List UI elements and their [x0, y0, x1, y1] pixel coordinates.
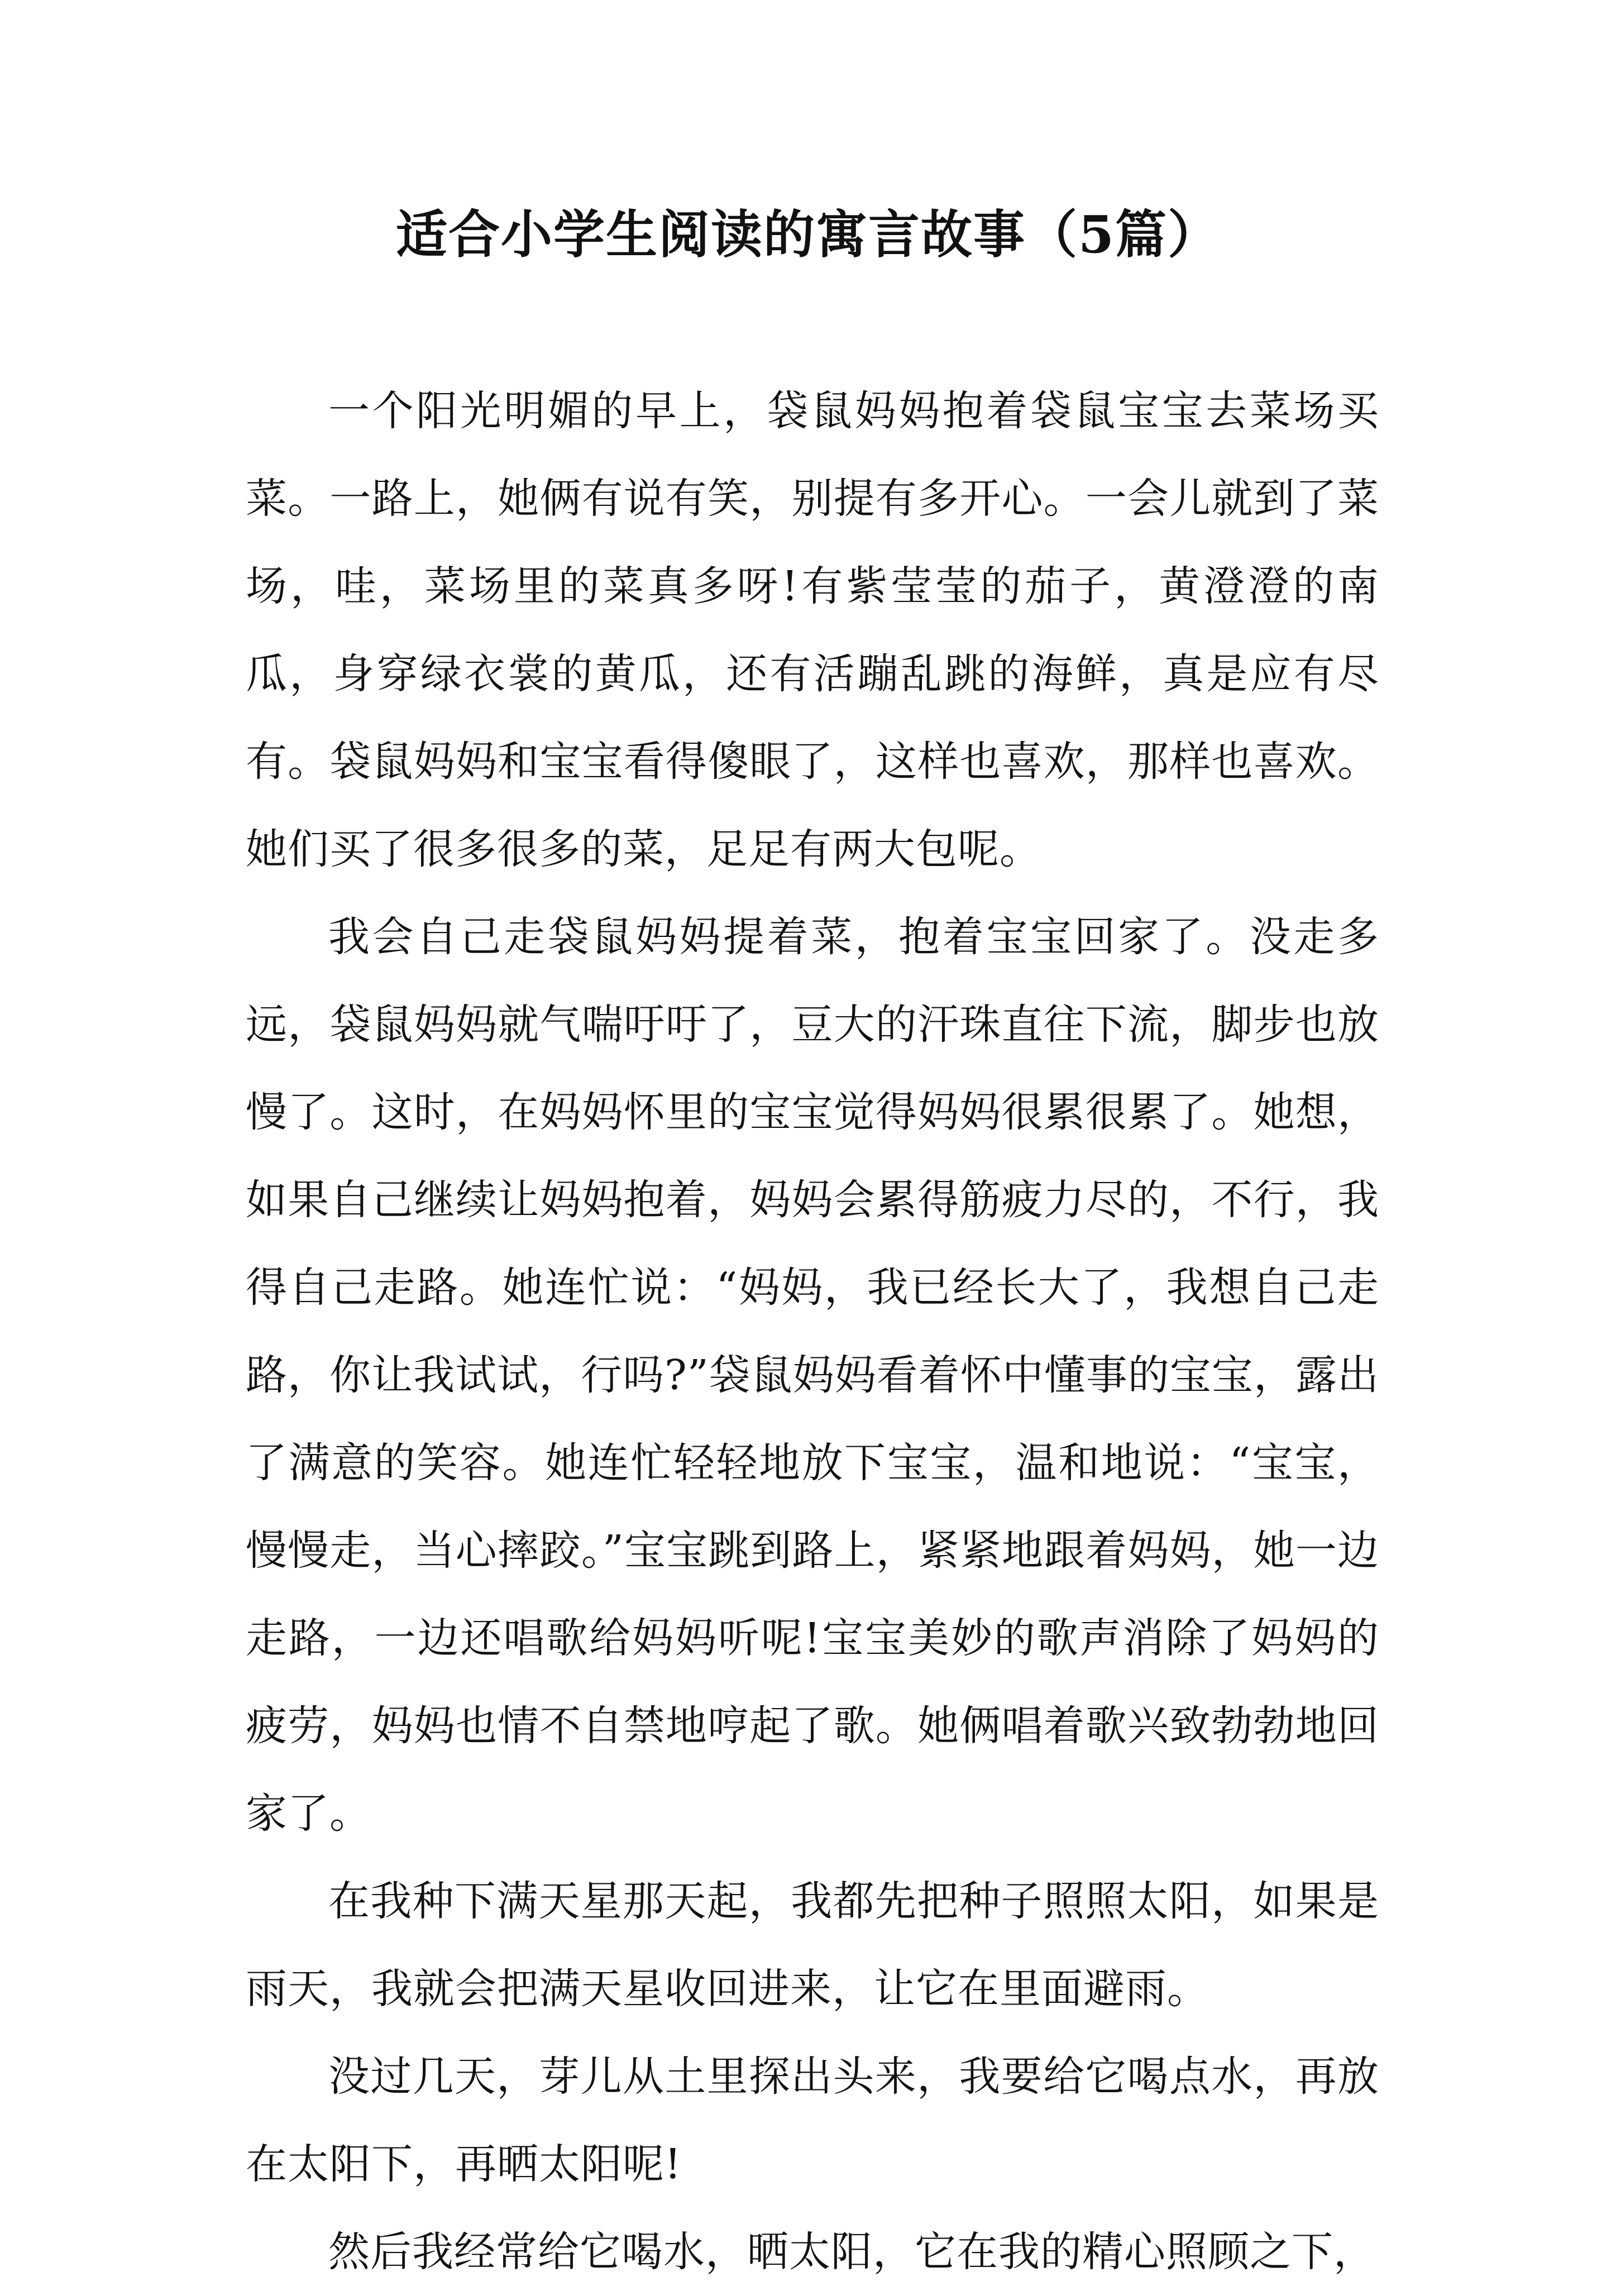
paragraph: 一个阳光明媚的早上，袋鼠妈妈抱着袋鼠宝宝去菜场买菜。一路上，她俩有说有笑，别提有多开心。一会儿就到了菜场，哇，菜场里的菜真多呀!有紫莹莹的茄子，黄澄澄的南瓜，身穿绿衣裳的黄瓜，还有活蹦乱跳的海鲜，真是应有尽有。袋鼠妈妈和宝宝看得傻眼了，这样也喜欢，那样也喜欢。她们买了很多很多的菜，足足有两大包呢。	[246, 387, 1379, 873]
paragraph: 然后我经常给它喝水，晒太阳，它在我的精心照顾之下，	[328, 2228, 1375, 2276]
document-body	[246, 367, 1379, 2296]
paragraph: 在我种下满天星那天起，我都先把种子照照太阳，如果是雨天，我就会把满天星收回进来，让它在里面避雨。	[246, 1877, 1379, 2013]
paragraph: 没过几天，芽儿从土里探出头来，我要给它喝点水，再放在太阳下，再晒太阳呢!	[246, 2053, 1379, 2188]
paragraph: 我会自己走袋鼠妈妈提着菜，抱着宝宝回家了。没走多远，袋鼠妈妈就气喘吁吁了，豆大的汗珠直往下流，脚步也放慢了。这时，在妈妈怀里的宝宝觉得妈妈很累很累了。她想，如果自己继续让妈妈抱着，妈妈会累得筋疲力尽的，不行，我得自己走路。她连忙说：“妈妈，我已经长大了，我想自己走路，你让我试试，行吗?”袋鼠妈妈看着怀中懂事的宝宝，露出了满意的笑容。她连忙轻轻地放下宝宝，温和地说：“宝宝，慢慢走，当心摔跤。”宝宝跳到路上，紧紧地跟着妈妈，她一边走路，一边还唱歌给妈妈听呢!宝宝美妙的歌声消除了妈妈的疲劳，妈妈也情不自禁地哼起了歌。她俩唱着歌兴致勃勃地回家了。	[246, 913, 1379, 1838]
document-title: 适合小学生阅读的寓言故事（5篇）	[395, 204, 1220, 265]
